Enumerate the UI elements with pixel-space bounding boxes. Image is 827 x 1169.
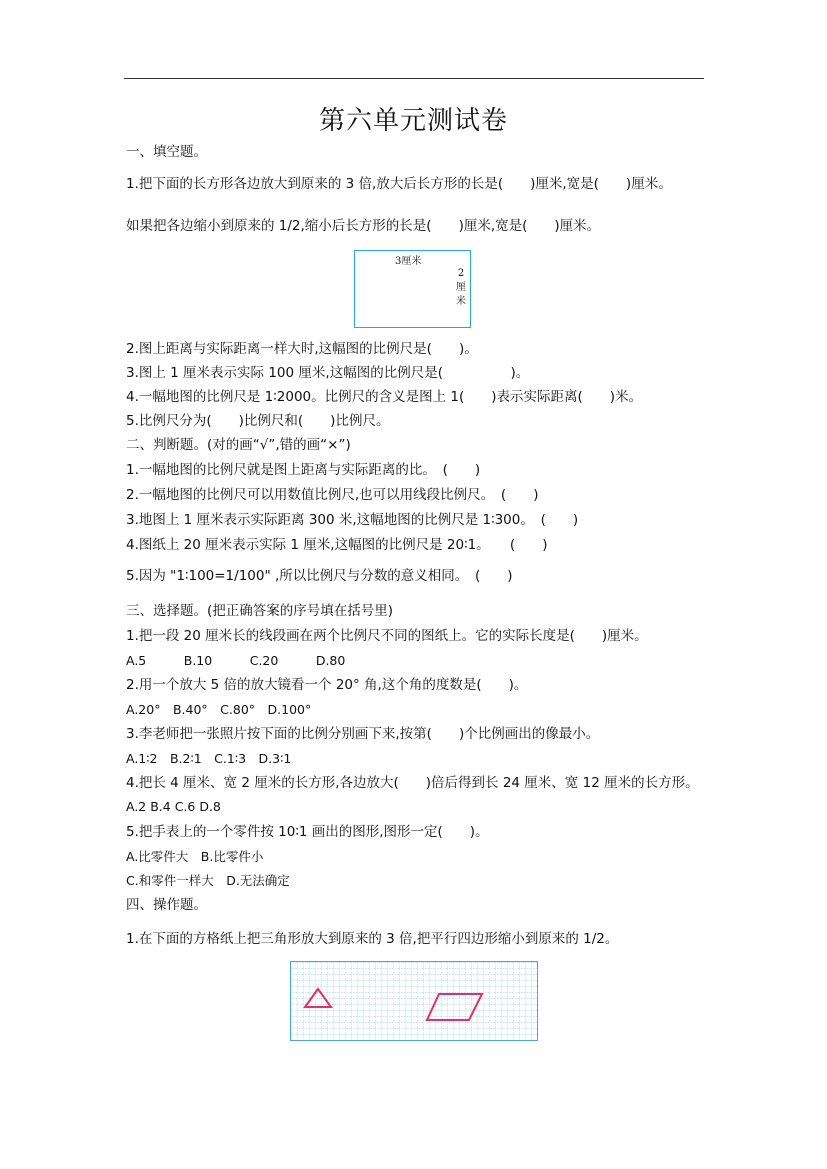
s3-q4-options: A.2 B.4 C.6 D.8: [126, 799, 221, 814]
section1-heading: 一、填空题。: [126, 144, 207, 160]
grid-paper-svg: [291, 962, 537, 1040]
s3-q1-options: A.5 B.10 C.20 D.80: [126, 653, 346, 668]
section2-heading: 二、判断题。(对的画“√”,错的画“×”): [126, 437, 351, 453]
s3-q2-options: A.20° B.40° C.80° D.100°: [126, 702, 312, 717]
page-title: 第六单元测试卷: [318, 106, 508, 136]
s2-q2: 2.一幅地图的比例尺可以用数值比例尺,也可以用线段比例尺。 ( ): [126, 487, 539, 503]
rectangle-figure: [354, 250, 471, 328]
s1-q1-line1: 1.把下面的长方形各边放大到原来的 3 倍,放大后长方形的长是( )厘米,宽是( )厘米。: [126, 176, 672, 192]
s3-q3-options: A.1∶2 B.2∶1 C.1∶3 D.3∶1: [126, 751, 292, 766]
section3-heading: 三、选择题。(把正确答案的序号填在括号里): [126, 603, 394, 619]
s3-q5: 5.把手表上的一个零件按 10∶1 画出的图形,图形一定( )。: [126, 824, 489, 840]
s2-q5: 5.因为 "1∶100=1/100" ,所以比例尺与分数的意义相同。 ( ): [126, 568, 513, 584]
s2-q4: 4.图纸上 20 厘米表示实际 1 厘米,这幅图的比例尺是 20∶1。 ( ): [126, 537, 548, 553]
s3-q5-options-2: C.和零件一样大 D.无法确定: [126, 873, 290, 888]
height-label-char: 2: [457, 268, 465, 279]
grid-paper: [290, 961, 538, 1041]
s3-q3: 3.李老师把一张照片按下面的比例分别画下来,按第( )个比例画出的像最小。: [126, 726, 600, 742]
s3-q1: 1.把一段 20 厘米长的线段画在两个比例尺不同的图纸上。它的实际长度是( )厘米。: [126, 628, 648, 644]
header-rule: [124, 78, 704, 79]
s1-q5: 5.比例尺分为( )比例尺和( )比例尺。: [126, 413, 390, 429]
s1-q2: 2.图上距离与实际距离一样大时,这幅图的比例尺是( )。: [126, 341, 478, 357]
rect-height-label: [455, 267, 467, 309]
s1-q1-line2: 如果把各边缩小到原来的 1/2,缩小后长方形的长是( )厘米,宽是( )厘米。: [126, 218, 601, 234]
height-label-char: 厘: [456, 282, 466, 293]
section4-heading: 四、操作题。: [126, 897, 207, 913]
s4-q1: 1.在下面的方格纸上把三角形放大到原来的 3 倍,把平行四边形缩小到原来的 1/2。: [126, 931, 619, 947]
height-label-char: 米: [456, 296, 466, 307]
s3-q5-options-1: A.比零件大 B.比零件小: [126, 849, 264, 864]
rect-width-label: 3厘米: [395, 256, 422, 267]
s2-q3: 3.地图上 1 厘米表示实际距离 300 米,这幅地图的比例尺是 1∶300。 ( ): [126, 512, 579, 528]
s1-q3: 3.图上 1 厘米表示实际 100 厘米,这幅图的比例尺是( )。: [126, 365, 530, 381]
s3-q4: 4.把长 4 厘米、宽 2 厘米的长方形,各边放大( )倍后得到长 24 厘米、宽 12 厘米的长方形。: [126, 775, 699, 791]
s1-q4: 4.一幅地图的比例尺是 1∶2000。比例尺的含义是图上 1( )表示实际距离( )米。: [126, 389, 643, 405]
s3-q2: 2.用一个放大 5 倍的放大镜看一个 20° 角,这个角的度数是( )。: [126, 677, 528, 693]
s2-q1: 1.一幅地图的比例尺就是图上距离与实际距离的比。 ( ): [126, 462, 481, 478]
